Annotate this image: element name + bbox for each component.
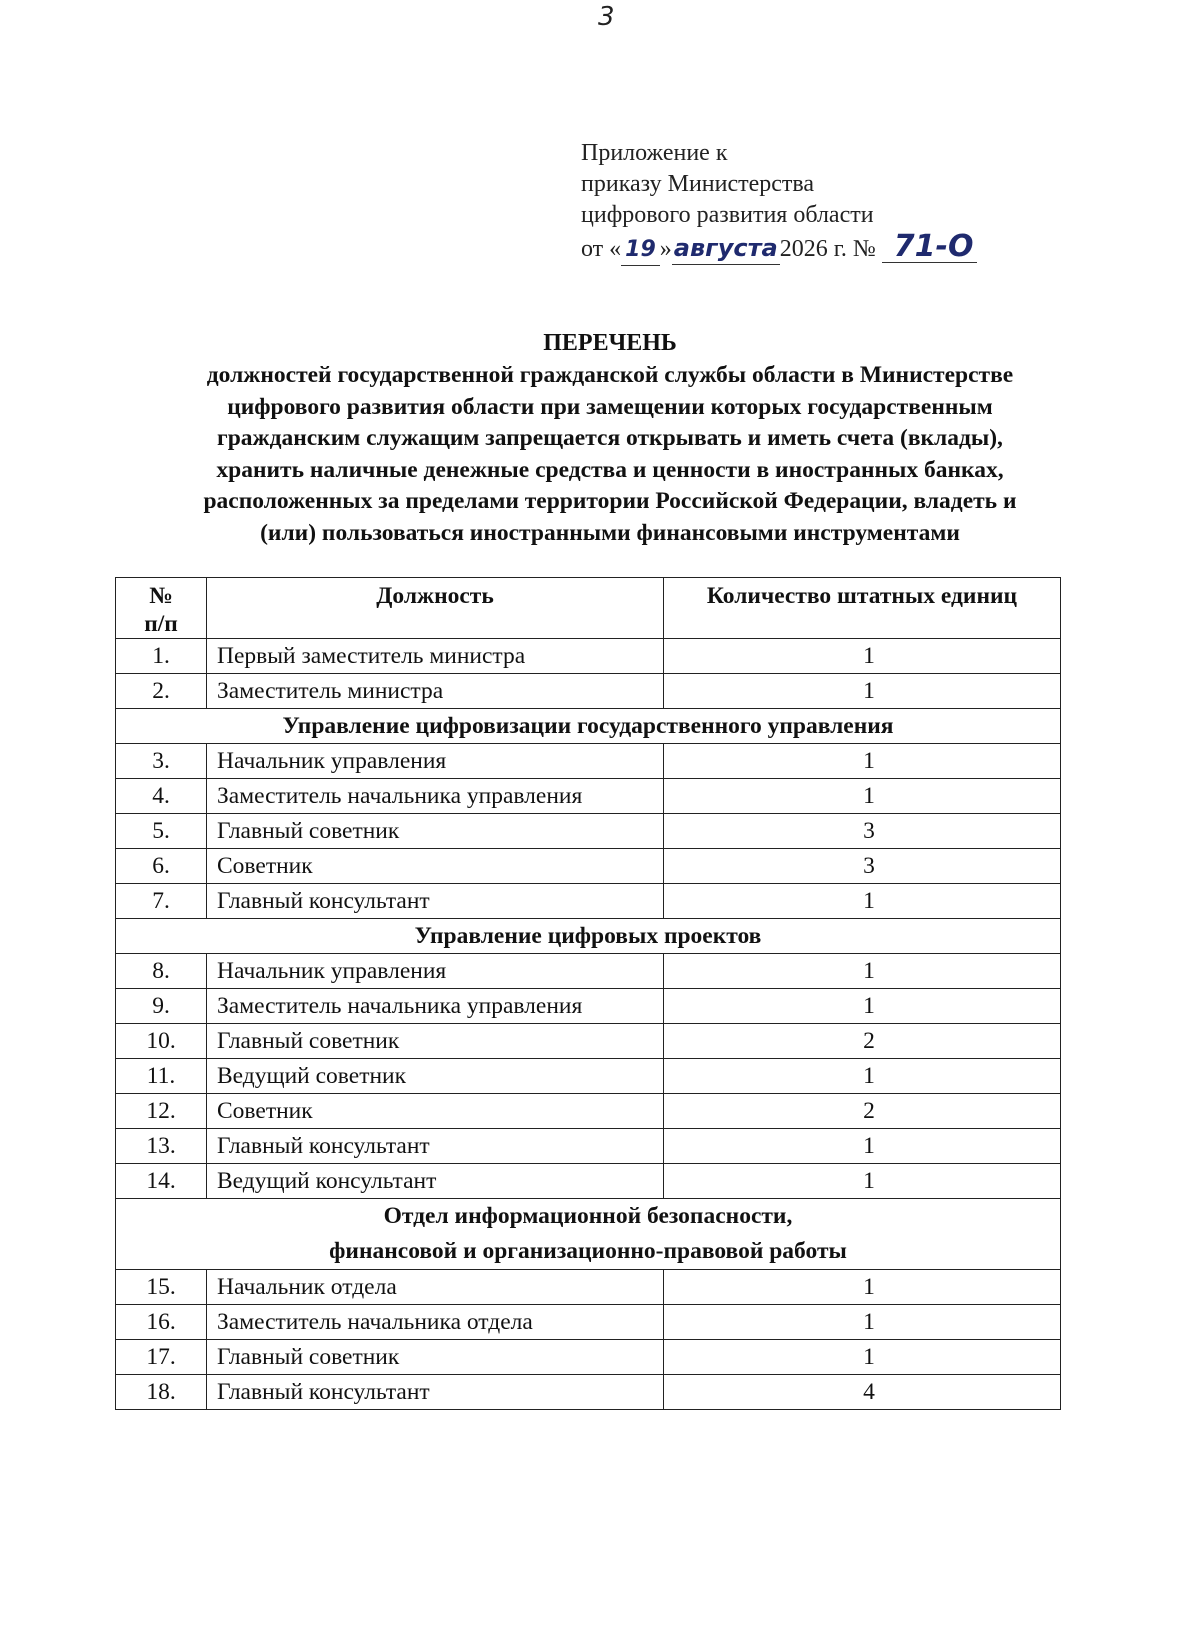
table-row	[116, 1164, 1061, 1199]
handwritten-day: 19	[621, 234, 660, 266]
title-line: (или) пользоваться иностранными финансовыми инструментами	[260, 519, 960, 546]
title-line: гражданским служащим запрещается открывать и иметь счета (вклады),	[217, 425, 1003, 451]
section-title: Управление цифровых проектов	[116, 919, 1061, 954]
appendix-line-1: Приложение к	[581, 140, 728, 166]
row-number: 5.	[116, 814, 207, 849]
row-quantity: 2	[664, 1024, 1061, 1059]
table-row	[116, 639, 1061, 674]
row-position: Начальник управления	[207, 954, 664, 989]
row-quantity: 4	[664, 1375, 1061, 1410]
appendix-line-3: цифрового развития области	[581, 202, 874, 228]
row-quantity: 1	[664, 1129, 1061, 1164]
row-number: 11.	[116, 1059, 207, 1094]
row-position: Советник	[207, 1094, 664, 1129]
row-number: 12.	[116, 1094, 207, 1129]
row-quantity: 1	[664, 1305, 1061, 1340]
document-title	[110, 327, 1110, 548]
row-quantity: 1	[664, 744, 1061, 779]
table-row	[116, 1129, 1061, 1164]
row-position: Начальник управления	[207, 744, 664, 779]
row-position: Заместитель начальника отдела	[207, 1305, 664, 1340]
table-row	[116, 1305, 1061, 1340]
row-position: Ведущий консультант	[207, 1164, 664, 1199]
section-title-line: финансовой и организационно-правовой работы	[329, 1238, 847, 1264]
year-and-number-label: 2026 г. №	[779, 236, 876, 262]
row-quantity: 2	[664, 1094, 1061, 1129]
header-quantity: Количество штатных единиц	[664, 578, 1061, 639]
row-quantity: 1	[664, 1059, 1061, 1094]
row-position: Главный советник	[207, 1024, 664, 1059]
row-number: 9.	[116, 989, 207, 1024]
row-number: 7.	[116, 884, 207, 919]
row-number: 16.	[116, 1305, 207, 1340]
row-position: Главный консультант	[207, 1375, 664, 1410]
section-title	[116, 1199, 1061, 1270]
title-line: цифрового развития области при замещении которых государственным	[227, 393, 993, 420]
row-number: 17.	[116, 1340, 207, 1375]
table-row	[116, 1340, 1061, 1375]
table-row	[116, 1024, 1061, 1059]
title-line: должностей государственной гражданской службы области в Министерстве	[206, 362, 1014, 388]
row-number: 14.	[116, 1164, 207, 1199]
row-position: Главный советник	[207, 814, 664, 849]
section-row	[116, 709, 1061, 744]
row-number: 1.	[116, 639, 207, 674]
row-number: 3.	[116, 744, 207, 779]
header-number-pp: п/п	[144, 611, 178, 637]
header-position: Должность	[207, 578, 664, 639]
table-row	[116, 989, 1061, 1024]
row-position: Ведущий советник	[207, 1059, 664, 1094]
positions-table	[115, 577, 1061, 1410]
row-position: Первый заместитель министра	[207, 639, 664, 674]
row-number: 13.	[116, 1129, 207, 1164]
row-quantity: 1	[664, 954, 1061, 989]
date-prefix: от «	[581, 236, 622, 262]
row-position: Главный советник	[207, 1340, 664, 1375]
table-header-row	[116, 578, 1061, 639]
row-position: Заместитель начальника управления	[207, 989, 664, 1024]
page-number: 3	[598, 2, 615, 32]
table-row	[116, 814, 1061, 849]
table-row	[116, 744, 1061, 779]
row-number: 18.	[116, 1375, 207, 1410]
row-quantity: 1	[664, 1270, 1061, 1305]
row-quantity: 1	[664, 639, 1061, 674]
row-quantity: 3	[664, 849, 1061, 884]
row-number: 2.	[116, 674, 207, 709]
header-number-symbol: №	[149, 583, 173, 609]
table-row	[116, 779, 1061, 814]
section-title: Управление цифровизации государственного управления	[116, 709, 1061, 744]
row-number: 6.	[116, 849, 207, 884]
row-number: 8.	[116, 954, 207, 989]
table-row	[116, 1270, 1061, 1305]
title-line: хранить наличные денежные средства и ценности в иностранных банках,	[216, 456, 1004, 483]
row-number: 15.	[116, 1270, 207, 1305]
row-quantity: 1	[664, 674, 1061, 709]
table-row	[116, 1094, 1061, 1129]
appendix-header	[581, 138, 977, 266]
row-position: Заместитель министра	[207, 674, 664, 709]
table-row	[116, 674, 1061, 709]
section-title-line: Отдел информационной безопасности,	[383, 1203, 793, 1229]
appendix-date-line	[581, 231, 977, 266]
handwritten-month: августа	[672, 233, 780, 265]
handwritten-order-number: 71-О	[882, 231, 978, 263]
table-row	[116, 954, 1061, 989]
row-quantity: 1	[664, 884, 1061, 919]
row-quantity: 1	[664, 779, 1061, 814]
header-number	[116, 578, 207, 639]
section-row	[116, 919, 1061, 954]
quote-close: »	[659, 236, 672, 262]
table-row	[116, 1059, 1061, 1094]
table-row	[116, 884, 1061, 919]
row-quantity: 1	[664, 1164, 1061, 1199]
row-quantity: 1	[664, 989, 1061, 1024]
section-row	[116, 1199, 1061, 1270]
row-quantity: 1	[664, 1340, 1061, 1375]
row-number: 10.	[116, 1024, 207, 1059]
row-position: Главный консультант	[207, 1129, 664, 1164]
row-number: 4.	[116, 779, 207, 814]
row-position: Начальник отдела	[207, 1270, 664, 1305]
appendix-line-2: приказу Министерства	[581, 171, 815, 197]
title-line: расположенных за пределами территории Российской Федерации, владеть и	[203, 488, 1017, 514]
table-row	[116, 849, 1061, 884]
row-position: Советник	[207, 849, 664, 884]
row-quantity: 3	[664, 814, 1061, 849]
table-row	[116, 1375, 1061, 1410]
row-position: Заместитель начальника управления	[207, 779, 664, 814]
row-position: Главный консультант	[207, 884, 664, 919]
title-main: ПЕРЕЧЕНЬ	[543, 330, 677, 356]
